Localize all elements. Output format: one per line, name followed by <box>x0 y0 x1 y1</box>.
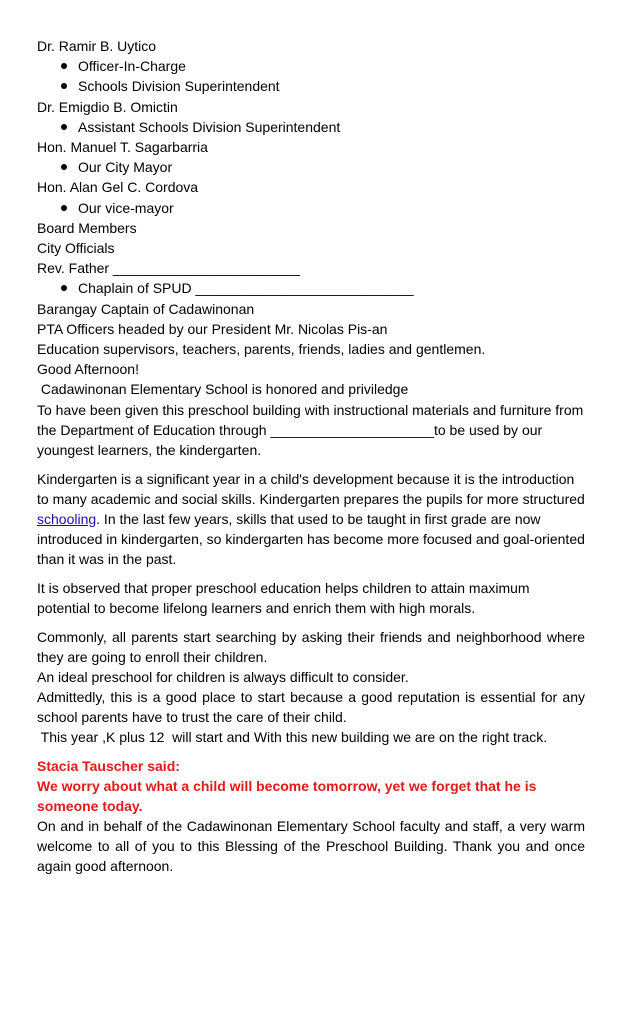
bullet-item: Assistant Schools Division Superintendent <box>37 117 585 137</box>
salutation-line: Good Afternoon! <box>37 361 139 378</box>
salutation-line: Education supervisors, teachers, parents, friends, ladies and gentlemen. <box>37 341 486 358</box>
bullet-item: Schools Division Superintendent <box>37 76 585 96</box>
quote-text: We worry about what a child will become tomorrow, yet we forget that he is someone today. <box>37 777 537 814</box>
salutation-line: Barangay Captain of Cadawinonan <box>37 300 255 317</box>
ideal-preschool-line: An ideal preschool for children is always difficult to consider. <box>37 668 409 685</box>
closing-paragraph: On and in behalf of the Cadawinonan Elementary School faculty and staff, a very warm welcome to all of you to this Blessing of the Preschool Building. Thank you and once again good afternoon. <box>37 817 585 874</box>
salutation-line: Hon. Alan Gel C. Cordova <box>37 179 199 196</box>
bullet-item: Officer-In-Charge <box>37 56 585 76</box>
kindergarten-text-start: Kindergarten is a significant year in a child's development because it is the introduction to many academic and social skills. Kindergarten prepares the pupils for more structured <box>37 470 585 507</box>
kindergarten-paragraph <box>37 469 585 569</box>
salutation-line: Hon. Manuel T. Sagarbarria <box>37 139 208 156</box>
bullet-item: Chaplain of SPUD ____________________________ <box>37 278 585 298</box>
closing-block <box>37 756 585 876</box>
kindergarten-text-end: . In the last few years, skills that used to be taught in first grade are now introduced in kindergarten, so kindergarten has become more focused and goal-oriented than it was in the past. <box>37 510 585 567</box>
salutation-block <box>37 36 585 400</box>
observed-paragraph: It is observed that proper preschool education helps children to attain maximum potential to become lifelong learners and enrich them with high morals. <box>37 579 530 616</box>
salutation-line: PTA Officers headed by our President Mr. Nicolas Pis-an <box>37 320 388 337</box>
this-year-line: This year ,K plus 12 will start and With this new building we are on the right track. <box>37 728 548 745</box>
salutation-line: City Officials <box>37 240 115 257</box>
salutation-line: Dr. Emigdio B. Omictin <box>37 98 178 115</box>
parents-block <box>37 627 585 747</box>
salutation-line: Board Members <box>37 219 137 236</box>
bullet-item: Our vice-mayor <box>37 198 585 218</box>
speech-document <box>37 36 585 876</box>
admittedly-paragraph: Admittedly, this is a good place to start because a good reputation is essential for any school parents have to trust the care of their child. <box>37 688 585 725</box>
salutation-line: Rev. Father ________________________ <box>37 260 300 277</box>
schooling-link[interactable]: schooling <box>37 510 97 527</box>
bullet-item: Our City Mayor <box>37 157 585 177</box>
salutation-line: Dr. Ramir B. Uytico <box>37 38 157 54</box>
quote-author: Stacia Tauscher said: <box>37 757 180 774</box>
commonly-paragraph: Commonly, all parents start searching by asking their friends and neighborhood where they are going to enroll their children. <box>37 628 585 665</box>
salutation-line: Cadawinonan Elementary School is honored and priviledge <box>37 381 409 398</box>
intro-paragraph: To have been given this preschool building with instructional materials and furniture from the Department of Education through _____________________to be used by our youngest learners, the kindergarten. <box>37 401 584 458</box>
